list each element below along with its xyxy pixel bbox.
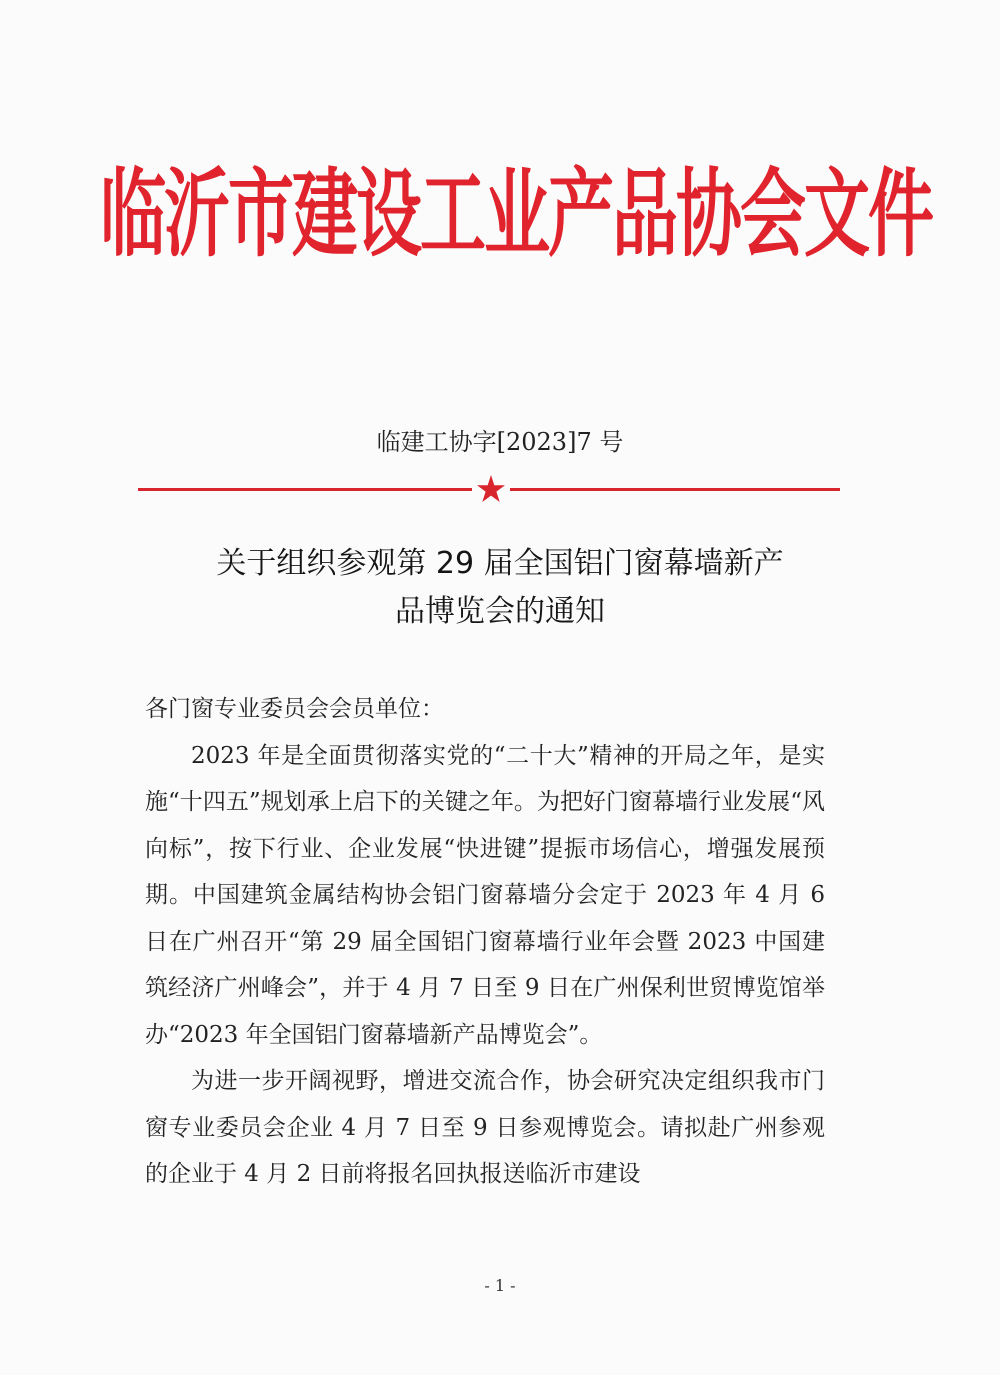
- red-divider-right: [510, 488, 840, 491]
- document-number: 临建工协字[2023]7 号: [376, 428, 624, 456]
- page-number: - 1 -: [484, 1276, 516, 1295]
- body-text: [145, 686, 825, 1198]
- red-divider-left: [138, 488, 472, 491]
- masthead-title: 临沂市建设工业产品协会文件: [100, 158, 932, 271]
- paragraph-1: 2023 年是全面贯彻落实党的“二十大”精神的开局之年，是实施“十四五”规划承上启下的关键之年。为把好门窗幕墙行业发展“风向标”，按下行业、企业发展“快进键”提振市场信心，增强发展预期。中国建筑金属结构协会铝门窗幕墙分会定于 2023 年 4 月 6 日在广州召开“第 29 届全国铝门窗幕墙行业年会暨 2023 中国建筑经济广州峰会”，并于 4 月 7 日至 9 日在广州保利世贸博览馆举办“2023 年全国铝门窗幕墙新产品博览会”。: [145, 742, 825, 1048]
- notice-title-line-2: 品博览会的通知: [395, 594, 605, 629]
- paragraph-2: 为进一步开阔视野，增进交流合作，协会研究决定组织我市门窗专业委员会企业 4 月 7 日至 9 日参观博览会。请拟赴广州参观的企业于 4 月 2 日前将报名回执报送临沂市建设: [145, 1068, 825, 1187]
- notice-title-line-1: 关于组织参观第 29 届全国铝门窗幕墙新产: [216, 546, 784, 581]
- salutation: 各门窗专业委员会会员单位：: [145, 696, 444, 722]
- red-star-icon: [474, 472, 508, 506]
- notice-title: [120, 540, 880, 636]
